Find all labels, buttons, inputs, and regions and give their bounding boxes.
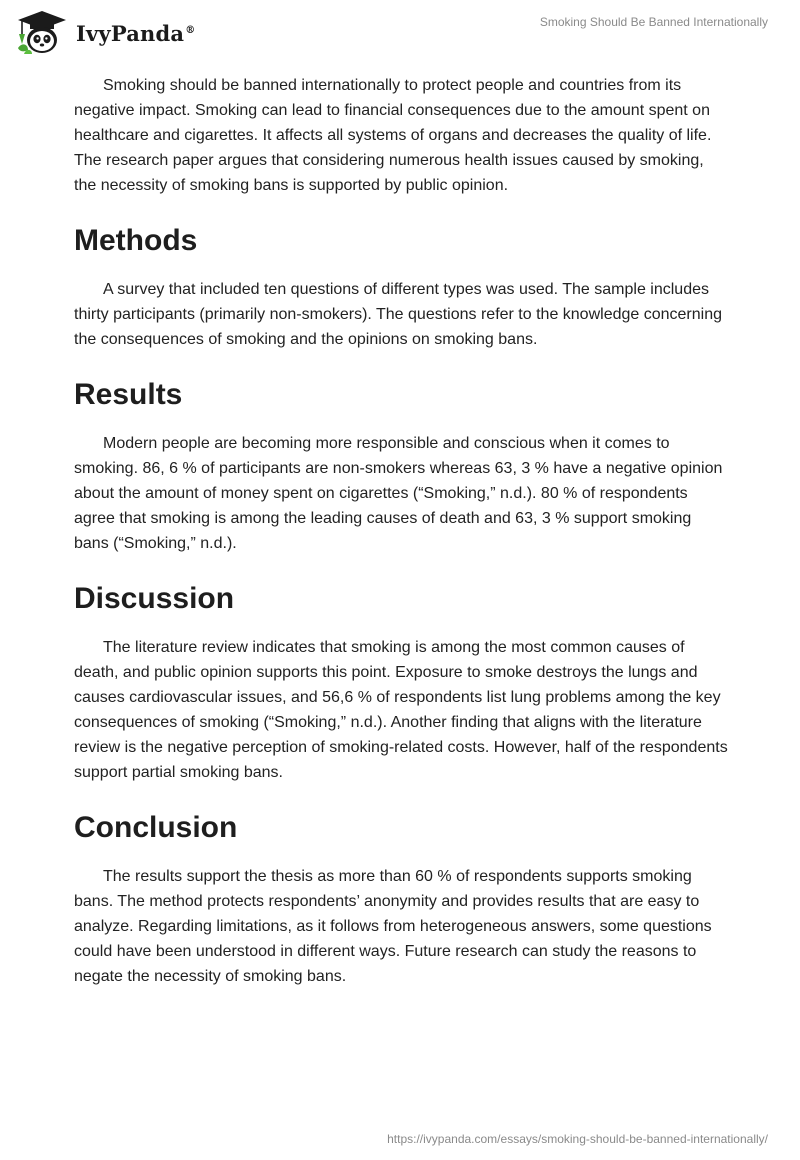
results-heading: Results <box>74 378 183 411</box>
essay-body <box>74 70 730 989</box>
registered-mark: ® <box>185 24 196 36</box>
methods-paragraph: A survey that included ten questions of different types was used. The sample includes thirty participants (primarily non-smokers). The questions refer to the knowledge concerning the consequences of smoking and the opinions on smoking bans. <box>74 281 722 348</box>
panda-graduate-icon <box>14 8 70 56</box>
page-header <box>0 0 800 60</box>
conclusion-paragraph: The results support the thesis as more than 60 % of respondents supports smoking bans. The method protects respondents’ anonymity and provides results that are easy to analyze. Regarding limitations, as it follows from heterogeneous answers, some questions could have been understood in different ways. Future research can study the reasons to negate the necessity of smoking bans. <box>74 868 712 985</box>
intro-paragraph: Smoking should be banned internationally to protect people and countries from its negative impact. Smoking can lead to financial consequences due to the amount spent on healthcare and cigarettes. It affects all systems of organs and decreases the quality of life. The research paper argues that considering numerous health issues caused by smoking, the necessity of smoking bans is supported by public opinion. <box>74 77 712 194</box>
methods-heading: Methods <box>74 224 198 257</box>
discussion-heading: Discussion <box>74 582 235 615</box>
document-title: Smoking Should Be Banned Internationally <box>539 15 768 29</box>
discussion-paragraph: The literature review indicates that smoking is among the most common causes of death, and public opinion supports this point. Exposure to smoke destroys the lungs and causes cardiovascular issues, and 56,6 % of respondents list lung problems among the key consequences of smoking (“Smoking,” n.d.). Another finding that aligns with the literature review is the negative perception of smoking-related costs. However, half of the respondents support partial smoking bans. <box>74 639 728 781</box>
conclusion-heading: Conclusion <box>74 811 238 844</box>
source-url-link[interactable]: https://ivypanda.com/essays/smoking-should-be-banned-internationally/ <box>387 1132 768 1146</box>
brand-name: IvyPanda® <box>76 20 196 46</box>
ivypanda-logo[interactable] <box>14 8 195 56</box>
results-paragraph: Modern people are becoming more responsible and conscious when it comes to smoking. 86, 6 % of participants are non-smokers whereas 63, 3 % have a negative opinion about the amount of money spent on cigarettes (“Smoking,” n.d.). 80 % of respondents agree that smoking is among the leading causes of death and 63, 3 % support smoking bans (“Smoking,” n.d.). <box>74 435 723 552</box>
